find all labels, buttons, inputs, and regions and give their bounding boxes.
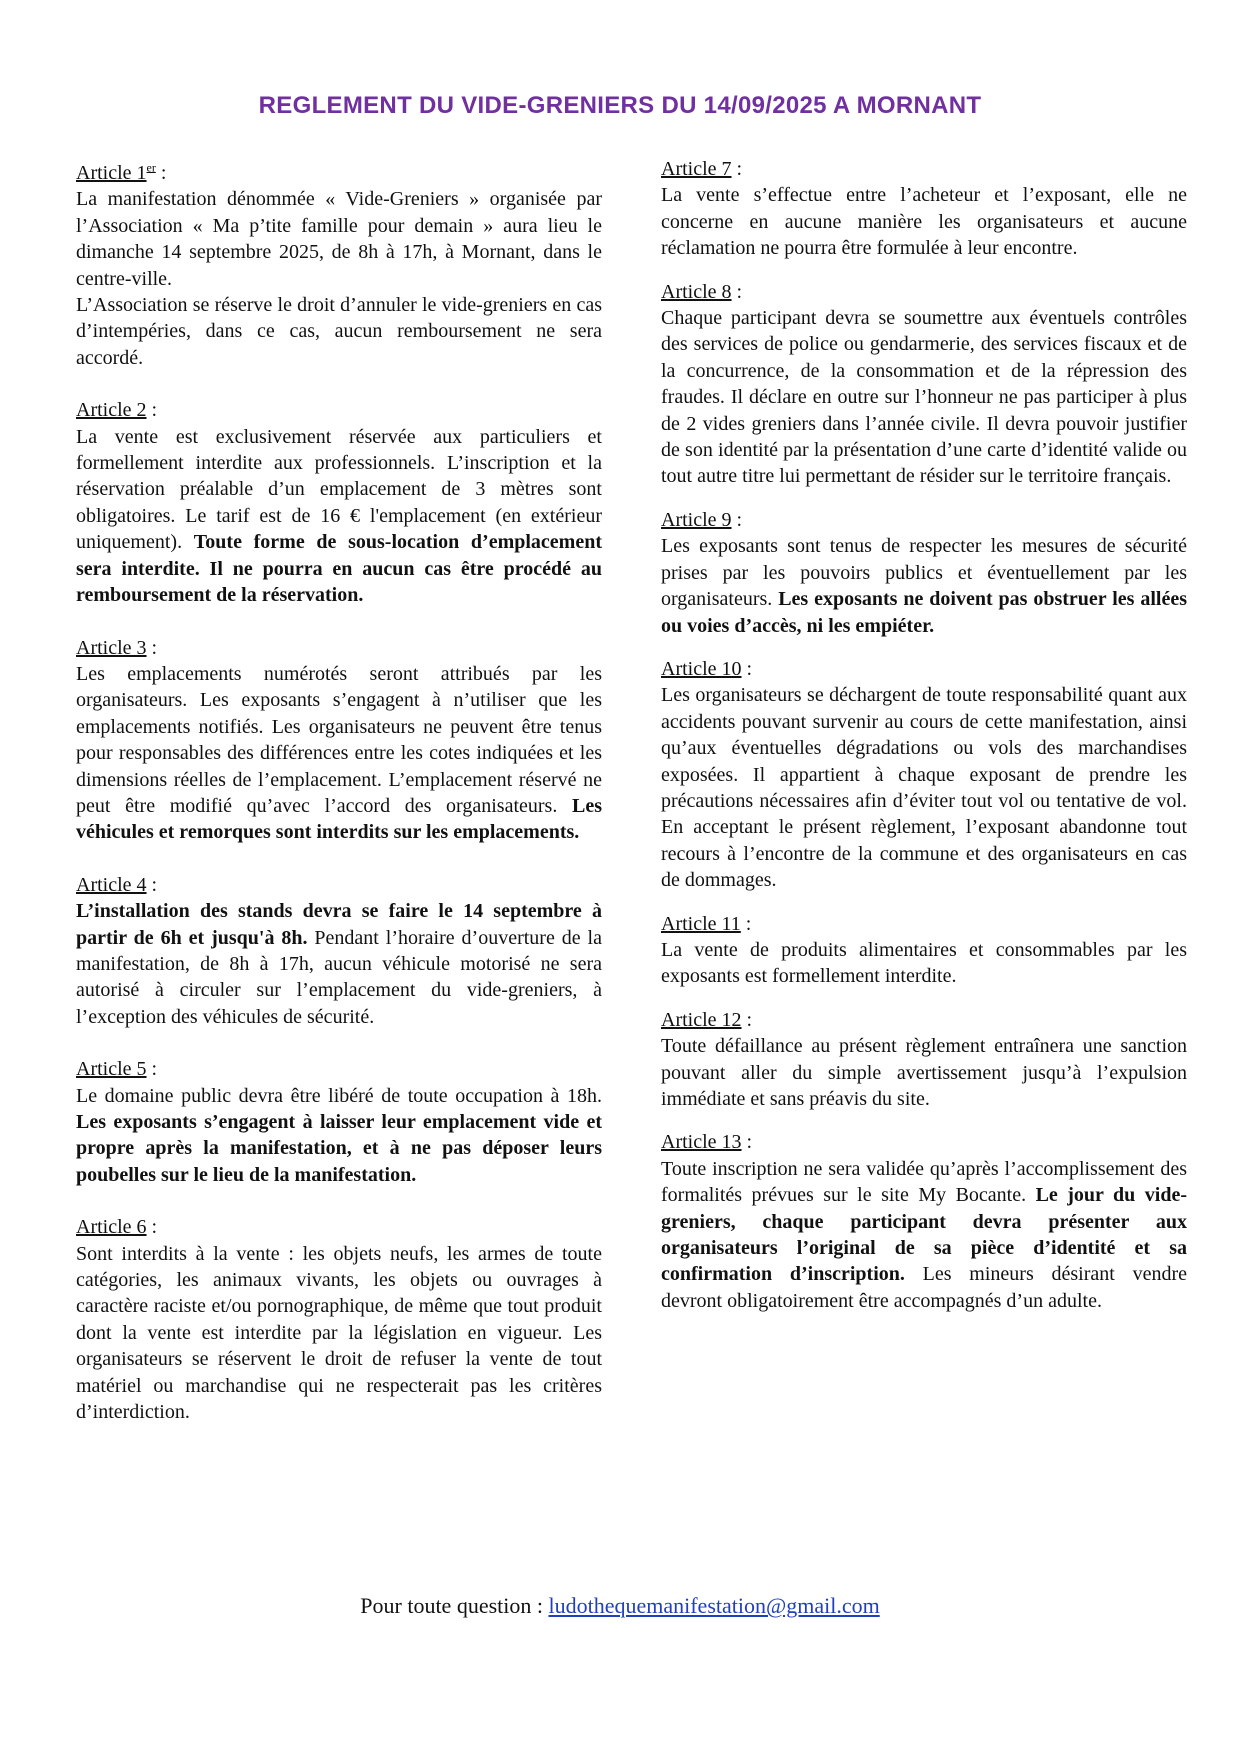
body-text: Pendant l’horaire d’ouverture de la manifestation, de 8h à 17h, aucun véhicule motorisé ne sera autorisé à circuler sur l’emplacement du vide-greniers, à l’exception des véhicules de sécurité. <box>76 926 602 1028</box>
article-body <box>661 305 1187 490</box>
article-heading-colon: : <box>741 657 753 680</box>
body-text: Les emplacements numérotés seront attribués par les organisateurs. Les exposants s’engagent à n’utiliser que les emplacements notifiés. Les organisateurs ne peuvent être tenus pour responsables des différences entre les cotes indiquées et les dimensions réelles de l’emplacement. L’emplacement réservé ne peut être modifié qu’avec l’accord des organisateurs. <box>76 662 602 817</box>
body-text: L’Association se réserve le droit d’annuler le vide-greniers en cas d’intempéries, dans ce cas, aucun remboursement ne sera accordé. <box>76 294 602 369</box>
article-heading <box>76 397 602 423</box>
article-heading-label: Article 10 <box>661 657 742 680</box>
article-heading-superscript: er <box>146 160 156 175</box>
article-paragraph <box>76 898 602 1030</box>
body-text: La manifestation dénommée « Vide-Greniers » organisée par l’Association « Ma p’tite famille pour demain » aura lieu le dimanche 14 septembre 2025, de 8h à 17h, à Mornant, dans le centre-ville. <box>76 188 602 290</box>
article-body <box>76 661 602 846</box>
bold-text: Les véhicules et remorques sont interdits sur les emplacements. <box>76 794 602 844</box>
contact-email-link[interactable]: ludothequemanifestation@gmail.com <box>548 1593 880 1618</box>
article-body <box>76 1083 602 1189</box>
bold-text: Toute forme de sous-location d’emplacement sera interdite. Il ne pourra en aucun cas être procédé au remboursement de la réservation. <box>76 531 602 607</box>
article-body <box>661 682 1187 893</box>
article-10 <box>661 656 1187 894</box>
article-heading <box>661 656 1187 682</box>
article-heading <box>76 635 602 661</box>
article-12 <box>661 1007 1187 1113</box>
article-body <box>661 533 1187 639</box>
article-11 <box>661 911 1187 990</box>
body-text: Chaque participant devra se soumettre aux éventuels contrôles des services de police ou gendarmerie, des services fiscaux et de la concurrence, de la consommation et de la répression des fraudes. Il déclare en outre sur l’honneur ne pas participer à plus de 2 vides greniers dans l’année civile. Il devra pouvoir justifier de son identité par la présentation d’une carte d’identité valide ou tout autre titre lui permettant de résider sur le territoire français. <box>661 307 1187 488</box>
article-heading-label: Article 1 <box>76 162 147 184</box>
right-column <box>661 156 1187 1331</box>
article-paragraph <box>661 305 1187 490</box>
article-body <box>76 1241 602 1426</box>
article-heading-label: Article 5 <box>76 1058 147 1081</box>
left-column <box>76 160 602 1451</box>
article-heading-label: Article 13 <box>661 1131 742 1154</box>
article-heading-colon: : <box>146 1058 158 1081</box>
article-heading-colon: : <box>155 162 167 184</box>
body-text: Toute défaillance au présent règlement entraînera une sanction pouvant aller du simple avertissement jusqu’à l’expulsion immédiate et sans préavis du site. <box>661 1035 1187 1110</box>
article-body <box>661 937 1187 990</box>
body-text: Le domaine public devra être libéré de toute occupation à 18h. <box>76 1084 602 1107</box>
article-heading <box>76 1214 602 1240</box>
article-2 <box>76 397 602 608</box>
article-heading-colon: : <box>741 1008 753 1031</box>
article-5 <box>76 1056 602 1188</box>
body-text: Sont interdits à la vente : les objets neufs, les armes de toute catégories, les animaux vivants, les objets ou ouvrages à caractère raciste et/ou pornographique, de même que tout produit dont la vente est interdite par la législation en vigueur. Les organisateurs se réservent le droit de refuser la vente de tout matériel ou marchandise qui ne respecterait pas les critères d’interdiction. <box>76 1242 602 1424</box>
body-text: Toute inscription ne sera validée qu’après l’accomplissement des formalités prévues sur le site My Bocante. <box>661 1157 1187 1207</box>
article-heading-colon: : <box>146 873 158 896</box>
article-heading-colon: : <box>731 508 743 531</box>
article-body <box>661 1033 1187 1112</box>
article-paragraph <box>76 1083 602 1189</box>
body-text: Les organisateurs se déchargent de toute responsabilité quant aux accidents pouvant survenir au cours de cette manifestation, ainsi qu’aux éventuelles dégradations ou vols des marchandises exposées. Il appartient à chaque exposant de prendre les précautions nécessaires afin d’éviter tout vol ou tentative de vol. En acceptant le présent règlement, l’exposant abandonne tout recours à l’encontre de la commune et des organisateurs en cas de dommages. <box>661 684 1187 892</box>
article-heading-label: Article 2 <box>76 399 147 422</box>
article-1 <box>76 160 602 371</box>
body-text: La vente est exclusivement réservée aux particuliers et formellement interdite aux professionnels. L’inscription et la réservation préalable d’un emplacement de 3 mètres sont obligatoires. Le tarif est de 16 € l'emplacement (en extérieur uniquement). <box>76 425 602 554</box>
bold-text: L’installation des stands devra se faire le 14 septembre à partir de 6h et jusqu'à 8h. <box>76 900 602 949</box>
article-heading-colon: : <box>731 158 743 180</box>
document-title: REGLEMENT DU VIDE-GRENIERS DU 14/09/2025 A MORNANT <box>258 92 982 119</box>
body-text: La vente s’effectue entre l’acheteur et l’exposant, elle ne concerne en aucune manière les organisateurs et aucune réclamation ne pourra être formulée à leur encontre. <box>661 184 1187 260</box>
article-heading <box>661 279 1187 305</box>
article-heading-label: Article 3 <box>76 636 147 659</box>
article-heading <box>76 1056 602 1082</box>
article-7 <box>661 156 1187 262</box>
footer <box>0 1592 1240 1620</box>
article-body <box>76 424 602 609</box>
article-heading <box>661 1129 1187 1155</box>
article-heading-label: Article 7 <box>661 158 732 180</box>
article-9 <box>661 507 1187 639</box>
article-heading <box>661 507 1187 533</box>
body-text: Les mineurs désirant vendre devront obligatoirement être accompagnés d’un adulte. <box>661 1263 1187 1312</box>
article-paragraph <box>76 1241 602 1426</box>
article-heading-colon: : <box>146 1216 158 1239</box>
article-heading <box>661 1007 1187 1033</box>
article-8 <box>661 279 1187 490</box>
article-paragraph <box>76 292 602 371</box>
article-heading-label: Article 6 <box>76 1216 147 1239</box>
article-paragraph <box>76 186 602 292</box>
article-heading-colon: : <box>146 399 158 422</box>
body-text: Les exposants sont tenus de respecter les mesures de sécurité prises par les pouvoirs publics et éventuellement par les organisateurs. <box>661 535 1187 611</box>
body-text: La vente de produits alimentaires et consommables par les exposants est formellement interdite. <box>661 938 1187 988</box>
article-paragraph <box>661 182 1187 261</box>
article-heading-label: Article 12 <box>661 1008 742 1031</box>
article-body <box>661 182 1187 261</box>
article-heading-colon: : <box>146 636 158 659</box>
article-heading <box>76 872 602 898</box>
article-heading-colon: : <box>731 280 743 303</box>
article-heading <box>661 911 1187 937</box>
article-heading <box>661 156 1187 182</box>
article-6 <box>76 1214 602 1425</box>
article-heading-colon: : <box>740 912 752 935</box>
article-heading <box>76 160 602 186</box>
article-heading-label: Article 4 <box>76 873 147 896</box>
article-paragraph <box>661 533 1187 639</box>
article-paragraph <box>661 682 1187 893</box>
article-paragraph <box>661 937 1187 990</box>
article-4 <box>76 872 602 1030</box>
article-heading-label: Article 11 <box>661 912 741 935</box>
article-paragraph <box>76 424 602 609</box>
article-heading-label: Article 9 <box>661 508 732 531</box>
bold-text: Les exposants ne doivent pas obstruer les allées ou voies d’accès, ni les empiéter. <box>661 588 1187 637</box>
footer-prefix: Pour toute question : <box>360 1593 549 1618</box>
article-13 <box>661 1129 1187 1314</box>
bold-text: Les exposants s’engagent à laisser leur emplacement vide et propre après la manifestation, et à ne pas déposer leurs poubelles sur le lieu de la manifestation. <box>76 1111 602 1186</box>
article-heading-label: Article 8 <box>661 280 732 303</box>
article-body <box>76 898 602 1030</box>
article-paragraph <box>661 1033 1187 1112</box>
article-paragraph <box>76 661 602 846</box>
article-3 <box>76 635 602 846</box>
article-heading-colon: : <box>741 1131 753 1154</box>
bold-text: Le jour du vide-greniers, chaque participant devra présenter aux organisateurs l’original de sa pièce d’identité et sa confirmation d’inscription. <box>661 1184 1187 1286</box>
article-body <box>661 1156 1187 1314</box>
article-paragraph <box>661 1156 1187 1314</box>
article-body <box>76 186 602 371</box>
